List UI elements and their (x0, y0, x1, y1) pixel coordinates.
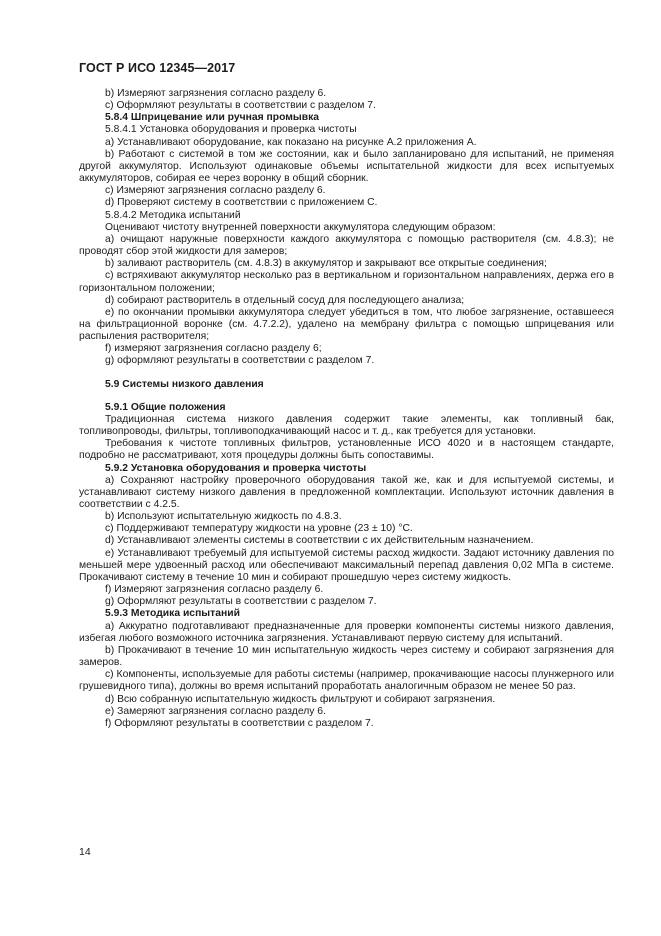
paragraph: d) Всю собранную испытательную жидкость фильтруют и собирают загрязнения. (105, 693, 496, 705)
paragraph: d) собирают растворитель в отдельный сосуд для последующего анализа; (105, 294, 465, 306)
paragraph: a) Устанавливают оборудование, как показано на рисунке А.2 приложения А. (105, 136, 477, 148)
paragraph: Традиционная система низкого давления содержит такие элементы, как топливный бак, топливопроводы, фильтры, топливоподкачивающий насос и т. д., как требуется для установки. (79, 413, 614, 438)
paragraph: c) Измеряют загрязнения согласно разделу 6. (105, 185, 326, 197)
paragraph: 5.8.4.1 Установка оборудования и проверка чистоты (105, 124, 357, 136)
paragraph: а) Аккуратно подготавливают предназначенные для проверки компоненты системы низкого давления, избегая любого возможного источника загрязнения. Устанавливают первую систему для испытаний. (79, 620, 614, 644)
paragraph: b) Работают с системой в том же состоянии, как и было запланировано для испытаний, не применяя другой аккумулятор. Используют одинаковые объемы испытательной жидкости для всех испытуемых аккумуляторов, собирая ее через воронку в общий сборник. (79, 148, 614, 185)
paragraph: d) Проверяют систему в соответствии с приложением С. (105, 197, 378, 209)
paragraph: e) по окончании промывки аккумулятора следует убедиться в том, что любое загрязнение, оставшееся на фильтрационной воронке (см. 4.7.2.2), удалено на мембрану фильтра с помощью шприцевания или распыления растворителя; (79, 306, 614, 343)
paragraph: a) Сохраняют настройку проверочного оборудования такой же, как и для испытуемой системы, и устанавливают систему низкого давления в предложенной комплектации. Используют источник давления в соответствии с 4.2.5. (79, 474, 614, 510)
paragraph: b) Измеряют загрязнения согласно разделу 6. (105, 88, 327, 99)
paragraph: f) Измеряют загрязнения согласно разделу 6. (105, 584, 324, 596)
paragraph: f) Оформляют результаты в соответствии с разделом 7. (105, 717, 374, 729)
section-heading: 5.9.3 Методика испытаний (105, 608, 240, 620)
section-heading: 5.9 Системы низкого давления (105, 378, 264, 390)
section-heading: 5.9.1 Общие положения (105, 401, 226, 413)
paragraph: f) измеряют загрязнения согласно разделу 6; (105, 343, 322, 355)
page-number: 14 (79, 846, 91, 858)
standard-header: ГОСТ Р ИСО 12345—2017 (79, 61, 236, 75)
section-heading: 5.8.4 Шприцевание или ручная промывка (105, 112, 320, 124)
paragraph: e) Устанавливают требуемый для испытуемой системы расход жидкости. Задают источнику давления по меньшей мере удвоенный расход или обеспечивают максимальный перепад давления 0,02 МПа в системе. Прокачивают систему в течение 10 мин и собирают прошедшую через систему жидкость. (79, 547, 614, 583)
paragraph: c) встряхивают аккумулятор несколько раз в вертикальном и горизонтальном направлениях, держа его в горизонтальном положении; (79, 270, 614, 294)
paragraph: Оценивают чистоту внутренней поверхности аккумулятора следующим образом: (105, 221, 496, 233)
paragraph: Требования к чистоте топливных фильтров, установленные ИСО 4020 и в настоящем стандарте, подробно не рассматривают, хотя процедуры должны быть сопоставимы. (79, 438, 614, 462)
paragraph: b) заливают растворитель (см. 4.8.3) в аккумулятор и закрывают все открытые соединения; (105, 258, 547, 270)
paragraph: g) Оформляют результаты в соответствии с разделом 7. (105, 596, 377, 608)
paragraph: b) Прокачивают в течение 10 мин испытательную жидкость через систему и собирают загрязнения для замеров. (79, 644, 614, 669)
paragraph: d) Устанавливают элементы системы в соответствии с их действительным назначением. (105, 535, 534, 547)
paragraph: c) Компоненты, используемые для работы системы (например, прокачивающие насосы плунжерного или грушевидного типа), должны во время испытаний проработать аналогичным образом не менее 50 раз. (79, 669, 614, 693)
paragraph: g) оформляют результаты в соответствии с разделом 7. (105, 355, 375, 367)
paragraph: e) Замеряют загрязнения согласно разделу 6. (105, 705, 326, 717)
paragraph: а) очищают наружные поверхности каждого аккумулятора с помощью растворителя (см. 4.8.3); не проводят сбор этой жидкости для замеров; (79, 233, 614, 258)
paragraph: 5.8.4.2 Методика испытаний (105, 209, 241, 221)
document-body (79, 88, 614, 730)
section-heading: 5.9.2 Установка оборудования и проверка чистоты (105, 462, 367, 474)
paragraph: c) Поддерживают температуру жидкости на уровне (23 ± 10) °С. (105, 523, 413, 535)
paragraph: c) Оформляют результаты в соответствии с разделом 7. (105, 100, 376, 112)
paragraph: b) Используют испытательную жидкость по 4.8.3. (105, 511, 342, 523)
